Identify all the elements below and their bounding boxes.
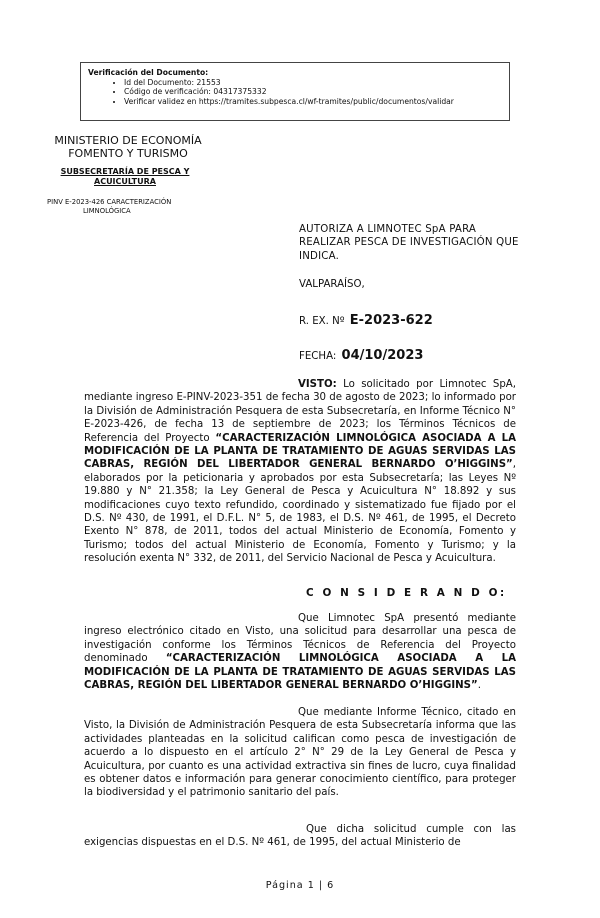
visto-paragraph <box>84 378 516 566</box>
subsecretaria-heading <box>36 167 214 187</box>
pinv-reference <box>47 198 171 215</box>
pinv-line-2: LIMNOLÓGICA <box>83 206 131 215</box>
pinv-line-1: PINV E-2023-426 CARACTERIZACIÓN <box>47 198 172 206</box>
p1-project-title: “CARACTERIZACIÓN LIMNOLÓGICA ASOCIADA A LA MODIFICACIÓN DE LA PLANTA DE TRATAMIENTO DE AGUAS SERVIDAS LAS CABRAS, REGIÓN DEL LIBERTADOR GENERAL BERNARDO O’HIGGINS” <box>84 653 516 692</box>
rex-label: R. EX. Nº <box>299 316 345 327</box>
ministry-line-2: FOMENTO Y TURISMO <box>68 147 188 160</box>
resolution-number <box>299 313 433 328</box>
verification-link[interactable]: • Verificar validez en https://tramites.subpesca.cl/wf-tramites/public/documentos/validar <box>124 97 509 107</box>
p1-end: . <box>477 680 481 692</box>
p1-text: Que Limnotec SpA presentó mediante ingreso electrónico citado en Visto, una solicitud para desarrollar una pesca de investigación conforme los Términos Técnicos de Referencia del Proyecto denominado <box>84 613 516 665</box>
city: VALPARAÍSO, <box>299 279 365 290</box>
visto-label: VISTO: <box>298 379 337 390</box>
verification-title: Verificación del Documento: <box>88 68 209 77</box>
fecha-value: 04/10/2023 <box>341 348 424 363</box>
ministry-heading <box>30 134 226 160</box>
subsecretaria-line-2: ACUICULTURA <box>94 177 156 186</box>
page-number: Página 1 | 6 <box>265 880 335 891</box>
resolution-title: AUTORIZA A LIMNOTEC SpA PARA REALIZAR PESCA DE INVESTIGACIÓN QUE INDICA. <box>299 224 519 262</box>
subsecretaria-line-1: SUBSECRETARÍA DE PESCA Y <box>60 167 190 176</box>
verification-code: • Código de verificación: 04317375332 <box>124 87 509 97</box>
considerando-paragraph-1 <box>84 612 516 692</box>
p2-text: Que mediante Informe Técnico, citado en Visto, la División de Administración Pesquera de esta Subsecretaría informa que las actividades planteadas en la solicitud califican como pesca de investigación de acuerdo a lo dispuesto en el artículo 2° N° 29 de la Ley General de Pesca y Acuicultura, por cuanto es una actividad extractiva sin fines de lucro, cuya finalidad es obtener datos e información para generar conocimiento científico, para proteger la biodiversidad y el patrimonio sanitario del país. <box>84 707 516 799</box>
ministry-line-1: MINISTERIO DE ECONOMÍA <box>54 134 202 147</box>
considerando-paragraph-2 <box>84 706 516 800</box>
considerando-paragraph-3 <box>84 823 516 850</box>
visto-text-2: , elaborados por la peticionaria y aprobados por esta Subsecretaría; las Leyes Nº 19.880 y N° 21.358; la Ley General de Pesca y Acuicultura N° 18.892 y sus modificaciones cuyo texto refundido, coordinado y sistematizado fue fijado por el D.S. Nº 430, de 1991, el D.F.L. N° 5, de 1983, el D.S. Nº 461, de 1995, el Decreto Exento N° 878, de 2011, todos del actual Ministerio de Economía, Fomento y Turismo; todos del actual Ministerio de Economía, Fomento y Turismo; y la resolución exenta N° 332, de 2011, del Servicio Nacional de Pesca y Acuicultura. <box>84 459 516 565</box>
verification-box <box>80 62 510 121</box>
rex-number: E-2023-622 <box>349 313 433 328</box>
p3-text: Que dicha solicitud cumple con las exigencias dispuestas en el D.S. Nº 461, de 1995, del actual Ministerio de <box>84 824 516 849</box>
visto-text-1: Lo solicitado por Limnotec SpA, mediante ingreso E-PINV-2023-351 de fecha 30 de agosto de 2023; lo informado por la División de Administración Pesquera de esta Subsecretaría, en Informe Técnico N° E-2023-426, de fecha 13 de septiembre de 2023; los Términos Técnicos de Referencia del Proyecto <box>84 379 516 444</box>
verification-document-id: • Id del Documento: 21553 <box>124 78 509 88</box>
resolution-date <box>299 348 423 363</box>
visto-project-title: “CARACTERIZACIÓN LIMNOLÓGICA ASOCIADA A LA MODIFICACIÓN DE LA PLANTA DE TRATAMIENTO DE AGUAS SERVIDAS LAS CABRAS, REGIÓN DEL LIBERTADOR GENERAL BERNARDO O’HIGGINS” <box>84 432 517 471</box>
considerando-heading: C O N S I D E R A N D O: <box>306 587 507 599</box>
fecha-label: FECHA: <box>299 351 337 362</box>
verification-list <box>88 78 509 107</box>
